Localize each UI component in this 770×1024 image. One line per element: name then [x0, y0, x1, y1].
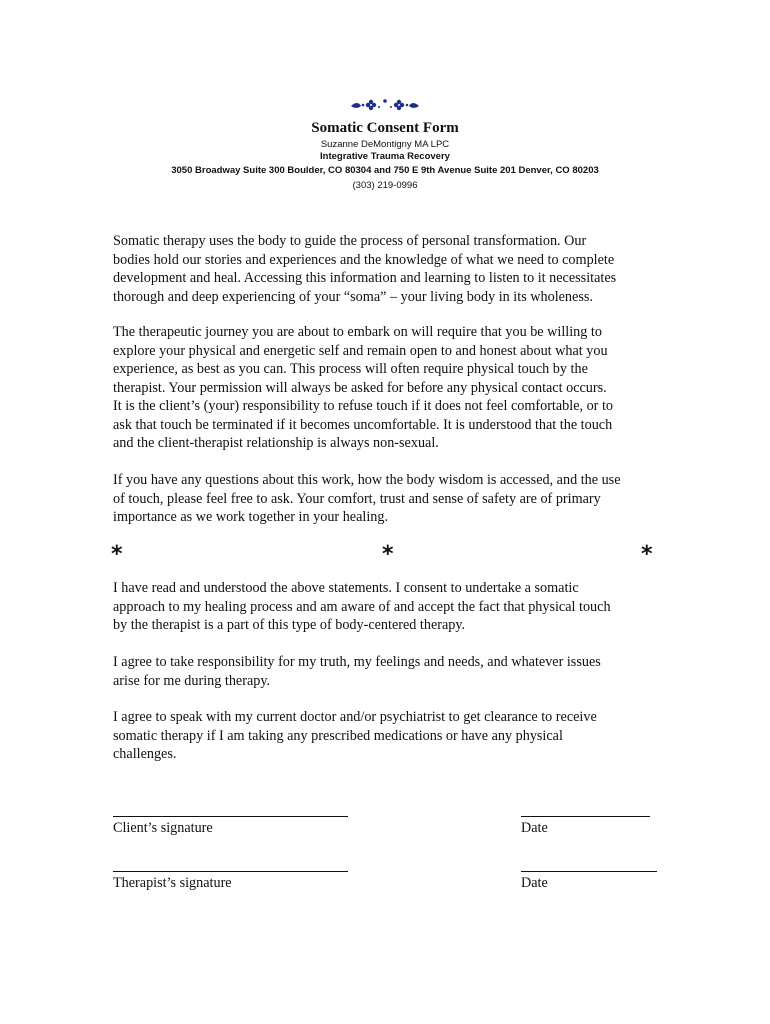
client-date-label: Date [521, 820, 548, 836]
therapist-signature-line[interactable] [113, 871, 348, 872]
consent-paragraph [113, 579, 673, 635]
divider-star-middle: * [382, 542, 394, 567]
divider-star-left: * [111, 542, 123, 567]
therapist-signature-label: Therapist’s signature [113, 875, 232, 891]
text-line: development and heal. Accessing this information and learning to listen to it necessitates [113, 270, 617, 286]
client-signature-label: Client’s signature [113, 820, 213, 836]
journey-paragraph [113, 323, 673, 453]
text-line: I agree to take responsibility for my truth, my feelings and needs, and whatever issues [113, 654, 601, 670]
questions-paragraph [113, 471, 673, 527]
text-line: I agree to speak with my current doctor and/or psychiatrist to get clearance to receive [113, 709, 597, 725]
text-line: The therapeutic journey you are about to embark on will require that you be willing to [113, 324, 602, 340]
divider-star-right: * [641, 542, 653, 567]
text-line: ask that touch be terminated if it becomes uncomfortable. It is understood that the touch [113, 416, 613, 433]
ornament-graphic [349, 96, 421, 114]
office-address: 3050 Broadway Suite 300 Boulder, CO 80304 and 750 E 9th Avenue Suite 201 Denver, CO 80203 [171, 165, 599, 176]
text-line: thorough and deep experiencing of your “soma” – your living body in its wholeness. [113, 288, 593, 305]
text-line: bodies hold our stories and experiences and the knowledge of what we need to complete [113, 251, 615, 268]
text-line: experience, as best as you can. This process will often require physical touch by the [113, 361, 588, 377]
organization-name: Integrative Trauma Recovery [320, 151, 450, 162]
text-line: of touch, please feel free to ask. Your comfort, trust and sense of safety are of primary [113, 490, 601, 507]
text-line: I have read and understood the above statements. I consent to undertake a somatic [113, 580, 579, 596]
intro-paragraph [113, 232, 673, 306]
client-signature-line[interactable] [113, 816, 348, 817]
form-title: Somatic Consent Form [311, 120, 459, 136]
client-date-line[interactable] [521, 816, 650, 817]
therapist-date-label: Date [521, 875, 548, 891]
text-line: approach to my healing process and am aware of and accept the fact that physical touch [113, 598, 611, 615]
text-line: explore your physical and energetic self and remain open to and honest about what you [113, 342, 608, 359]
text-line: importance as we work together in your healing. [113, 509, 388, 525]
text-line: Somatic therapy uses the body to guide the process of personal transformation. Our [113, 233, 587, 249]
text-line: therapist. Your permission will always be asked for before any physical contact occurs. [113, 379, 607, 396]
text-line: challenges. [113, 746, 177, 762]
text-line: It is the client’s (your) responsibility to refuse touch if it does not feel comfortable, or to [113, 398, 613, 414]
text-line: If you have any questions about this work, how the body wisdom is accessed, and the use [113, 472, 621, 488]
responsibility-paragraph [113, 653, 673, 690]
text-line: and the client-therapist relationship is always non-sexual. [113, 435, 439, 451]
practitioner-name: Suzanne DeMontigny MA LPC [320, 139, 450, 150]
therapist-date-line[interactable] [521, 871, 657, 872]
text-line: somatic therapy if I am taking any prescribed medications or have any physical [113, 727, 563, 744]
fleuron-ornament-icon [0, 96, 770, 116]
text-line: by the therapist is a part of this type of body-centered therapy. [113, 617, 466, 633]
phone-number: (303) 219-0996 [352, 180, 418, 191]
text-line: arise for me during therapy. [113, 672, 271, 689]
medical-clearance-paragraph [113, 708, 673, 764]
